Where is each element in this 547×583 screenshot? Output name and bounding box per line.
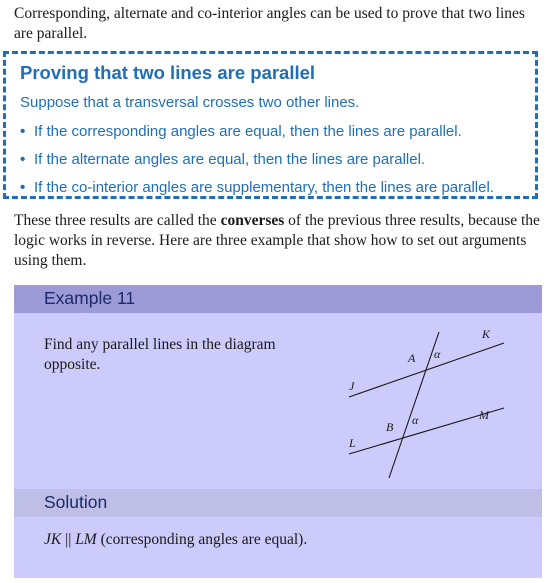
label-a: A [408,351,416,365]
label-j: J [349,379,355,393]
converses-text-end: of the previous three results, because the logic works in reverse. Here are three example that show how to set out arguments using them. [14,212,540,269]
bullet-text: If the co-interior angles are supplementary, then the lines are parallel. [34,179,494,196]
solution-line-jk: JK [44,531,62,548]
bullet-icon: • [20,123,26,140]
solution-line-lm: LM [75,531,97,548]
example-title: Example 11 [44,288,136,308]
converses-text-start: These three results are called the [14,212,221,229]
list-item [20,122,494,150]
example-panel [14,285,542,578]
label-k: K [482,327,491,341]
example-header [14,285,542,313]
converses-term: converses [220,212,285,229]
label-b: B [386,420,394,434]
key-point-box [3,51,538,199]
bullet-text: If the alternate angles are equal, then the lines are parallel. [34,151,426,168]
list-item [20,150,494,178]
solution-text [44,531,307,549]
box-bullet-list [20,122,494,206]
label-m: M [479,408,489,422]
intro-paragraph: Corresponding, alternate and co-interior angles can be used to prove that two lines are parallel. [14,5,525,42]
bullet-text: If the corresponding angles are equal, then the lines are parallel. [34,123,462,140]
converses-paragraph [14,211,542,271]
angle-alpha-bottom: α [412,413,419,427]
parallel-lines-diagram [329,325,529,485]
bullet-icon: • [20,179,26,196]
box-title: Proving that two lines are parallel [20,62,316,83]
list-item [20,178,494,206]
parallel-symbol: || [61,531,76,548]
bullet-icon: • [20,151,26,168]
solution-reason: (corresponding angles are equal). [96,531,308,548]
box-intro: Suppose that a transversal crosses two other lines. [20,94,360,111]
example-question: Find any parallel lines in the diagram opposite. [44,336,276,373]
angle-alpha-top: α [434,347,441,361]
solution-title: Solution [44,492,108,512]
label-l: L [349,436,356,450]
solution-header [14,489,542,517]
